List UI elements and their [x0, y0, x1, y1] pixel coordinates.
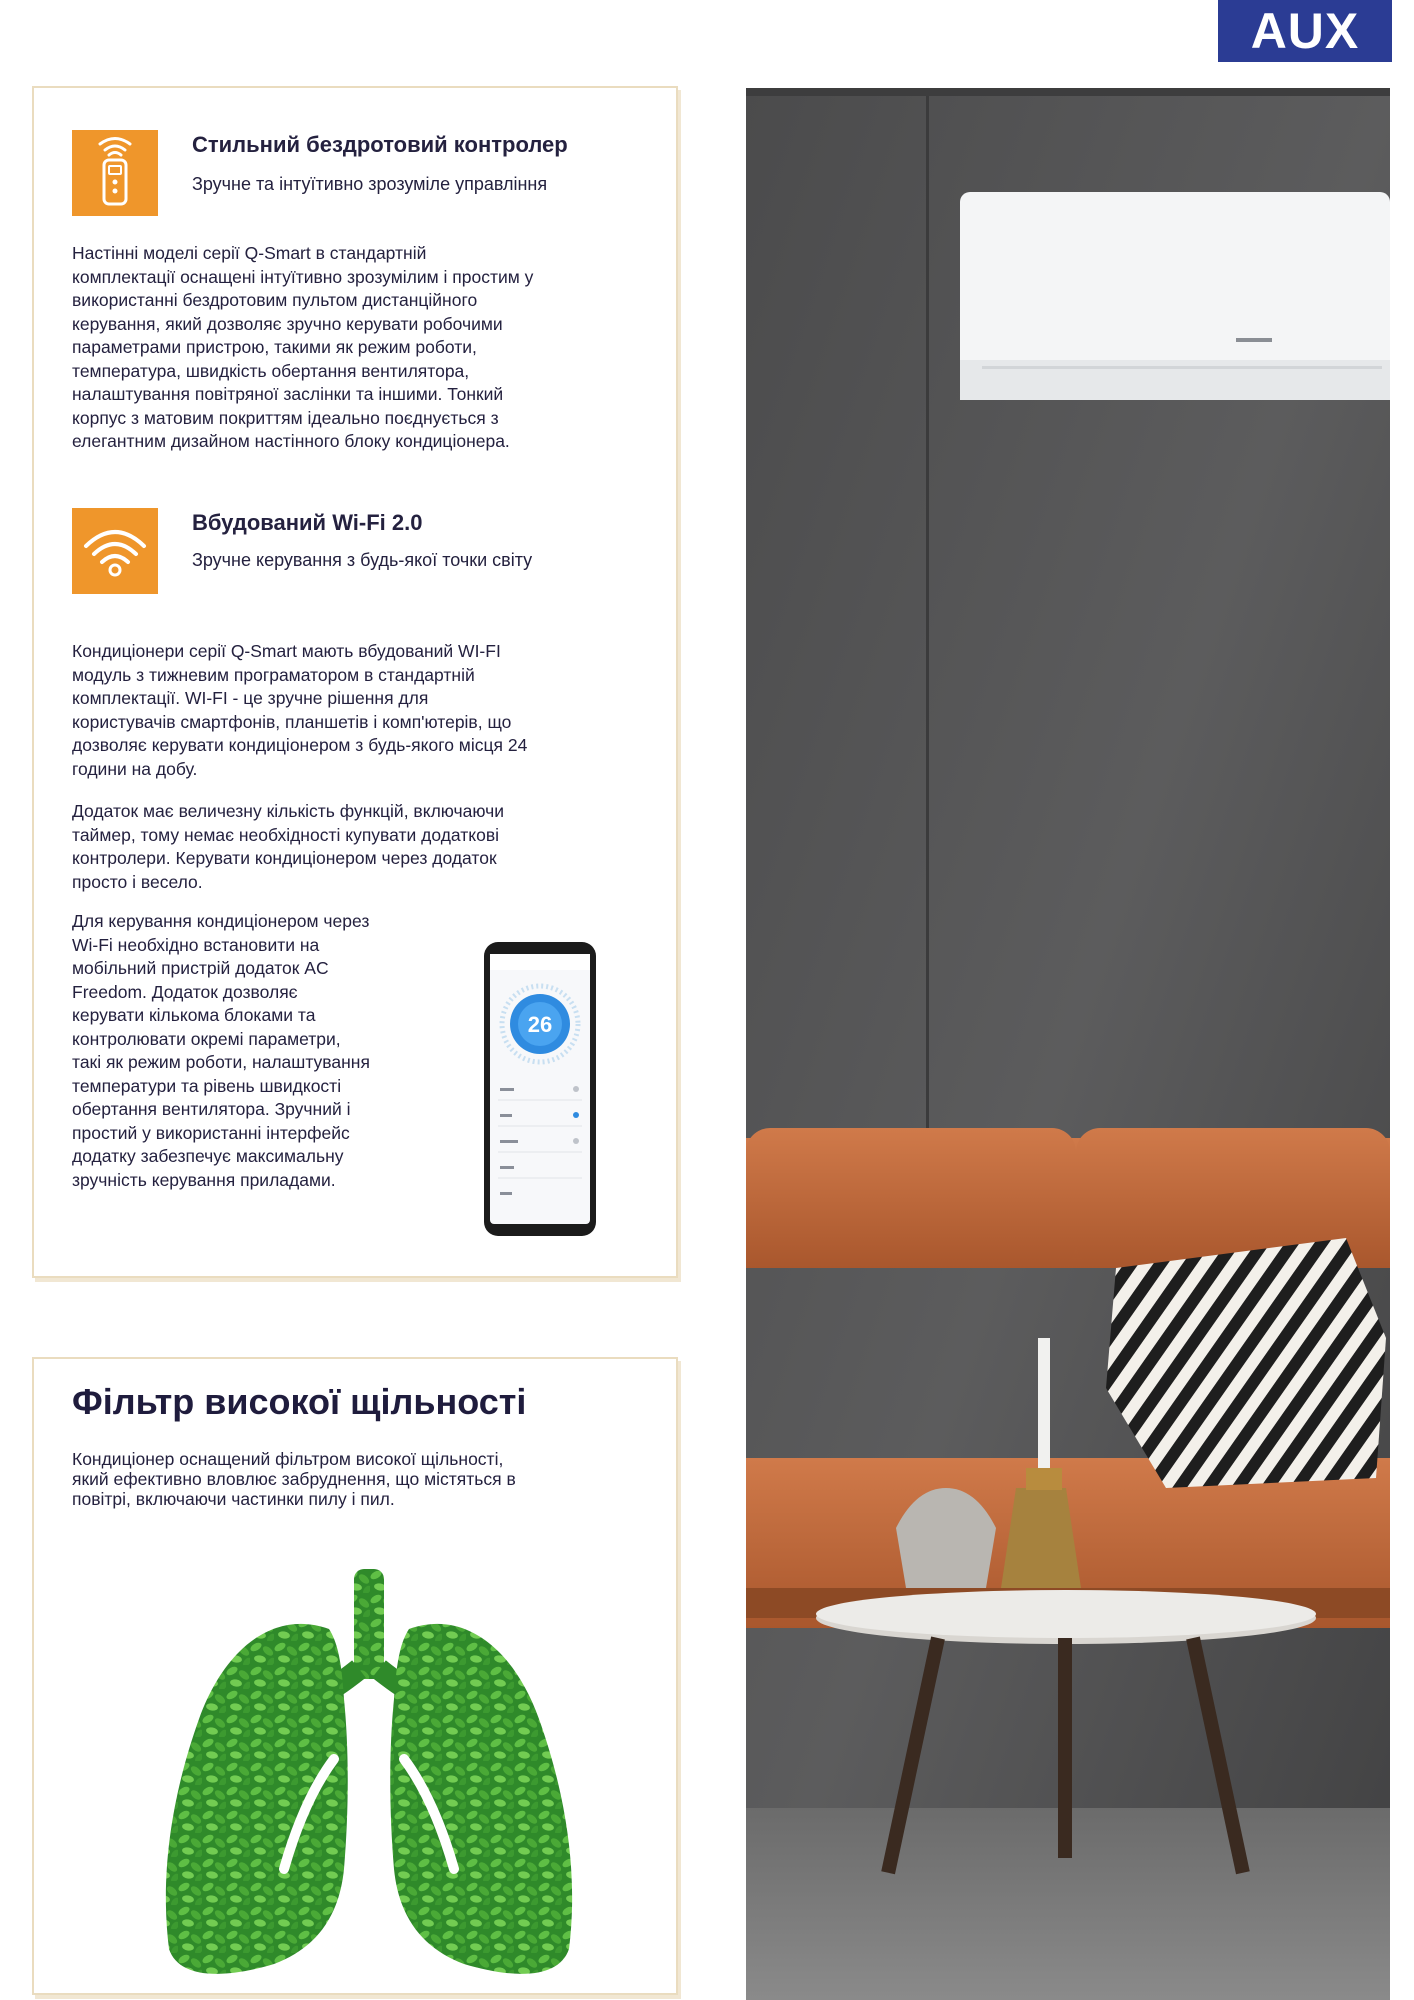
text-line: Додаток має величезну кількість функцій, включаючи — [72, 801, 505, 821]
remote-control-icon — [72, 130, 158, 216]
living-room-air-conditioner-photo — [746, 88, 1390, 2000]
text-line: дозволяє керувати кондиціонером з будь-якого місця 24 — [72, 735, 528, 755]
controller-title: Стильний бездротовий контролер — [192, 132, 568, 157]
text-line: Для керування кондиціонером через — [72, 911, 370, 931]
text-line: години на добу. — [72, 758, 198, 779]
text-line: зручність керування приладами. — [72, 1169, 336, 1190]
filter-paragraph — [72, 1449, 662, 1509]
text-line: керувати кількома блоками та — [72, 1005, 316, 1025]
text-line: комплектації. WI-FI - це зручне рішення для — [72, 688, 429, 708]
text-line: елегантним дизайном настінного блоку кондиціонера. — [72, 431, 510, 451]
text-line: простий у використанні інтерфейс — [72, 1122, 350, 1143]
text-line: додатку забезпечує максимальну — [72, 1146, 344, 1166]
text-line: температури та рівень швидкості — [72, 1075, 342, 1096]
text-line: налаштування повітряної заслінки та іншими. Тонкий — [72, 384, 504, 404]
aux-logo: AUX — [1218, 0, 1392, 62]
text-line: який ефективно вловлює забруднення, що містяться в — [72, 1469, 516, 1489]
phone-temperature: 26 — [527, 1012, 553, 1037]
wifi-paragraph-1 — [72, 640, 662, 781]
text-line: комплектації оснащені інтуїтивно зрозумілим і простим у — [72, 266, 534, 287]
text-line: такі як режим роботи, налаштування — [72, 1052, 370, 1072]
text-line: Кондиціонер оснащений фільтром високої щільності, — [72, 1449, 504, 1469]
text-line: корпус з матовим покриттям ідеально поєднується з — [72, 407, 499, 428]
controller-subtitle: Зручне та інтуїтивно зрозуміле управління — [192, 174, 548, 194]
wifi-title: Вбудований Wi-Fi 2.0 — [192, 510, 423, 535]
feature-card-controller-wifi — [32, 86, 678, 1278]
text-line: Настінні моделі серії Q-Smart в стандартній — [72, 243, 427, 263]
wifi-subtitle: Зручне керування з будь-якої точки світу — [192, 550, 533, 570]
text-line: використанні бездротовим пультом дистанційного — [72, 290, 478, 310]
wifi-icon — [72, 508, 158, 594]
text-line: Wi-Fi необхідно встановити на — [72, 934, 320, 955]
text-line: температура, швидкість обертання вентилятора, — [72, 360, 470, 381]
feature-card-filter — [32, 1357, 678, 1995]
text-line: контролювати окремі параметри, — [72, 1028, 341, 1049]
text-line: Freedom. Додаток дозволяє — [72, 981, 298, 1002]
text-line: обертання вентилятора. Зручний і — [72, 1099, 351, 1119]
controller-paragraph — [72, 242, 662, 454]
smartphone-app-illustration — [480, 940, 600, 1240]
text-line: параметрами пристрою, такими як режим роботи, — [72, 337, 477, 357]
wifi-paragraph-2 — [72, 800, 662, 894]
filter-title: Фільтр високої щільності — [72, 1381, 527, 1422]
wifi-paragraph-3 — [72, 910, 472, 1192]
text-line: користувачів смартфонів, планшетів і комп'ютерів, що — [72, 711, 512, 732]
text-line: модуль з тижневим програматором в стандартній — [72, 664, 475, 685]
text-line: таймер, тому немає необхідності купувати додаткові — [72, 824, 500, 845]
text-line: мобільний пристрій додаток AC — [72, 958, 329, 978]
leafy-lungs-illustration — [154, 1569, 584, 1989]
text-line: повітрі, включаючи частинки пилу і пил. — [72, 1489, 395, 1509]
text-line: Кондиціонери серії Q-Smart мають вбудований WI-FI — [72, 641, 501, 661]
text-line: керування, який дозволяє зручно керувати робочими — [72, 313, 503, 334]
text-line: контролери. Керувати кондиціонером через додаток — [72, 848, 497, 868]
text-line: просто і весело. — [72, 871, 203, 892]
